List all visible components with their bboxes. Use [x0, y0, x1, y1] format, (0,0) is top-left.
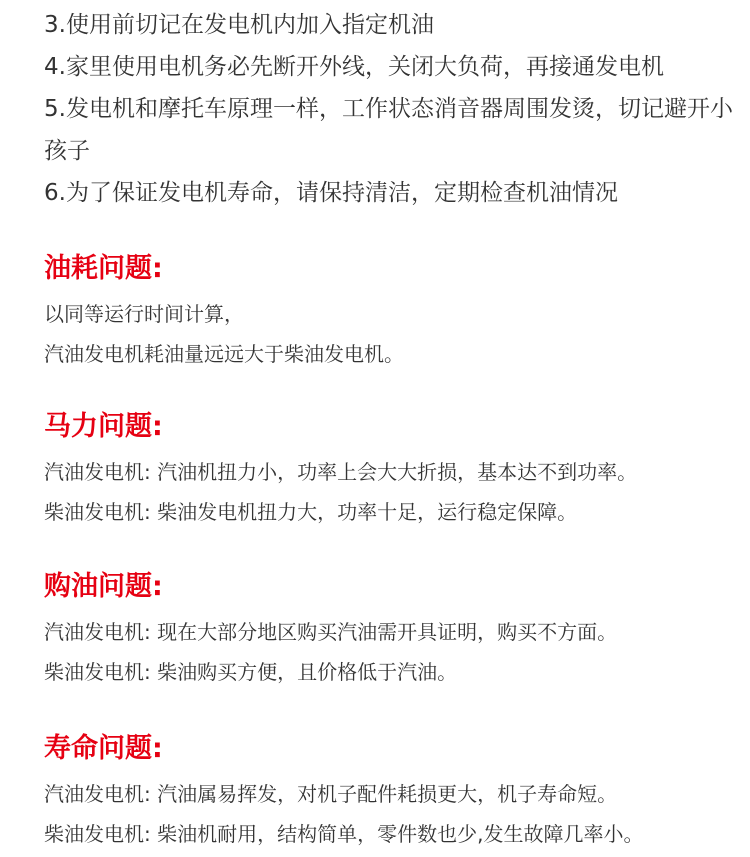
tip-item-6: 6.为了保证发电机寿命，请保持清洁，定期检查机油情况 [44, 180, 618, 206]
usage-tips-list [44, 4, 734, 214]
tip-item-4: 4.家里使用电机务必先断开外线，关闭大负荷，再接通发电机 [44, 54, 664, 80]
section-line: 汽油发电机耗油量远远大于柴油发电机。 [44, 342, 404, 366]
horsepower-section [44, 408, 734, 532]
section-line: 汽油发电机: 现在大部分地区购买汽油需开具证明，购买不方面。 [44, 620, 618, 644]
section-line: 汽油发电机: 汽油机扭力小，功率上会大大折损，基本达不到功率。 [44, 460, 638, 484]
section-line: 汽油发电机: 汽油属易挥发，对机子配件耗损更大，机子寿命短。 [44, 782, 618, 806]
lifespan-section [44, 730, 734, 854]
section-line: 柴油发电机: 柴油购买方便，且价格低于汽油。 [44, 660, 458, 684]
section-line: 以同等运行时间计算， [44, 302, 244, 326]
fuel-purchase-section [44, 568, 734, 692]
tip-item-3: 3.使用前切记在发电机内加入指定机油 [44, 12, 434, 38]
section-line: 柴油发电机: 柴油发电机扭力大，功率十足，运行稳定保障。 [44, 500, 578, 524]
section-title: 油耗问题: [44, 253, 163, 284]
section-line: 柴油发电机: 柴油机耐用，结构简单，零件数也少,发生故障几率小。 [44, 822, 644, 846]
tip-item-5: 5.发电机和摩托车原理一样，工作状态消音器周围发烫，切记避开小孩子 [44, 96, 733, 164]
section-title: 马力问题: [44, 411, 163, 442]
fuel-consumption-section [44, 250, 734, 374]
section-title: 购油问题: [44, 571, 163, 602]
section-title: 寿命问题: [44, 733, 163, 764]
